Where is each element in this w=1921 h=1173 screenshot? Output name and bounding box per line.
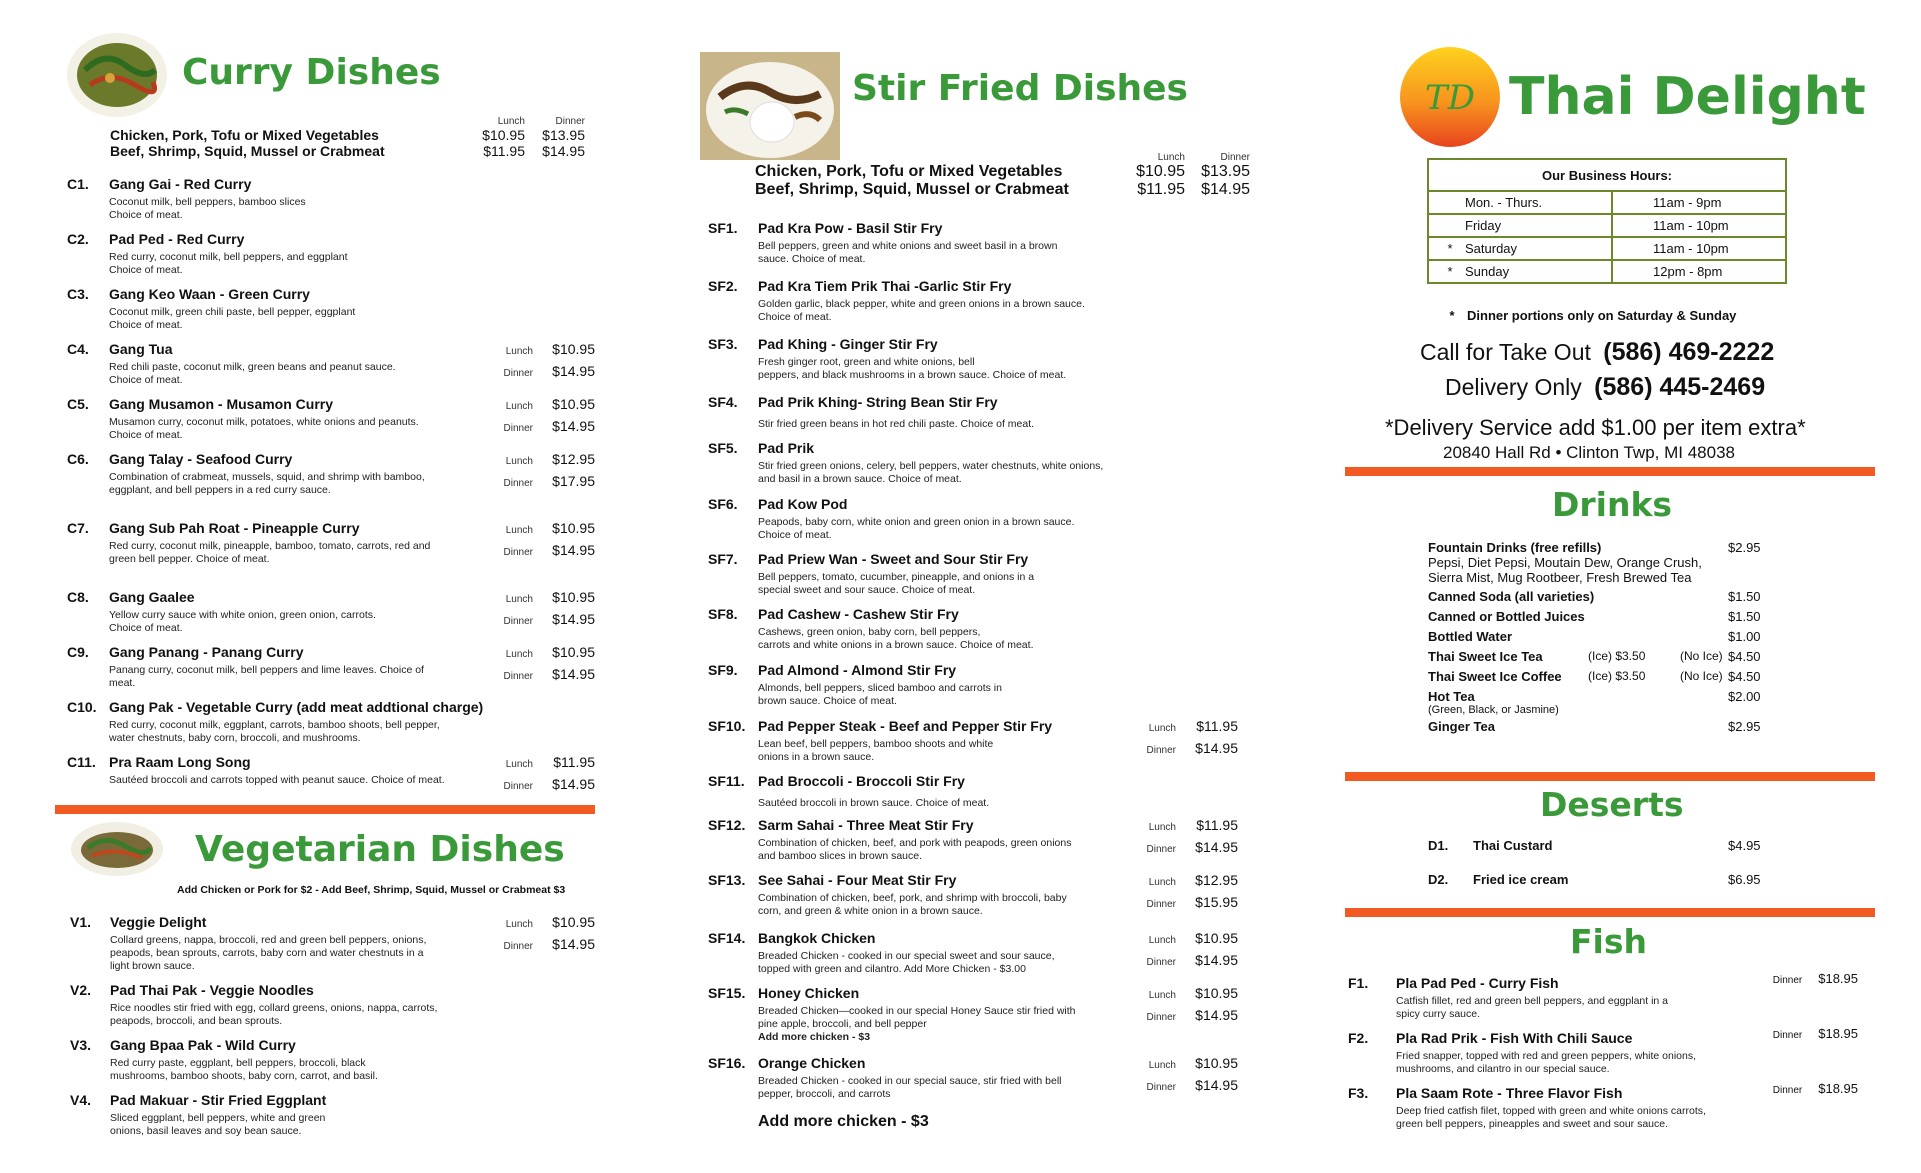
menu-item: SF5. Pad Prik Stir fried green onions, celery, bell peppers, water chestnuts, white onions, and basil in a brown sauce. Choice of meat. [708, 440, 1104, 485]
menu-item: C11. Pra Raam Long Song Sautéed broccoli and carrots topped with peanut sauce. Choice of meat. Lunch $11.95 Dinner $14.95 [67, 754, 595, 792]
logo-sun-icon [1395, 45, 1505, 149]
curry-header [65, 30, 441, 120]
curry-dish-photo [65, 30, 170, 120]
delivery-note: *Delivery Service add $1.00 per item extra* [1385, 415, 1806, 440]
takeout-phone[interactable]: (586) 469-2222 [1603, 338, 1775, 366]
takeout-line: Call for Take Out (586) 469-2222 [1420, 338, 1775, 366]
hours-time: 11am - 10pm [1612, 214, 1786, 237]
vegetarian-items [70, 914, 595, 1147]
divider-bar [1345, 908, 1875, 917]
menu-item: SF13. See Sahai - Four Meat Stir Fry Combination of chicken, beef, pork, and shrimp with broccoli, baby corn, and green & white onion in a brown sauce. Lunch $12.95 Dinner $15.95 [708, 872, 1238, 917]
stir-fry-dish-photo [700, 52, 840, 160]
drink-item: Canned Soda (all varieties) $1.50 [1428, 589, 1761, 604]
curry-price-table [110, 116, 585, 159]
menu-item: C6. Gang Talay - Seafood Curry Combination of crabmeat, mussels, squid, and shrimp with bamboo, eggplant, and bell peppers in a red curry sauce. Lunch $12.95 Dinner $17.95 [67, 451, 595, 496]
dinner-header: Dinner [555, 116, 585, 127]
menu-item: C8. Gang Gaalee Yellow curry sauce with white onion, green onion, carrots. Choice of meat. Lunch $10.95 Dinner $14.95 [67, 589, 595, 634]
menu-item: V1. Veggie Delight Collard greens, nappa, broccoli, red and green bell peppers, onions, peapods, bean sprouts, carrots, baby corn and water chestnuts in a light brown sauce. Lunch $10.95 Dinner $14.95 [70, 914, 595, 972]
hours-day: Friday [1428, 214, 1612, 237]
drink-item: Thai Sweet Ice Coffee (Ice) $3.50 (No Ice) $4.50 [1428, 669, 1761, 684]
vegetarian-section [55, 820, 595, 1147]
delivery-phone[interactable]: (586) 445-2469 [1594, 373, 1766, 401]
stir-price-table [755, 152, 1250, 199]
vegetarian-note: Add Chicken or Pork for $2 - Add Beef, Shrimp, Squid, Mussel or Crabmeat $3 [177, 884, 566, 896]
hours-day: Mon. - Thurs. [1428, 191, 1612, 214]
menu-item: C2. Pad Ped - Red Curry Red curry, coconut milk, bell peppers, and eggplant Choice of meat. [67, 231, 348, 276]
hours-day: * Saturday [1428, 237, 1612, 260]
menu-item: V4. Pad Makuar - Stir Fried Eggplant Sliced eggplant, bell peppers, white and green onions, basil leaves and soy bean sauce. [70, 1092, 327, 1137]
menu-item: F3. Pla Saam Rote - Three Flavor Fish Deep fried catfish filet, topped with green and white onions carrots, green bell peppers, pineapples and sweet and sour sauce. Dinner $18.95 [1348, 1081, 1858, 1130]
menu-item: C10. Gang Pak - Vegetable Curry (add meat addtional charge) Red curry, coconut milk, eggplant, carrots, bamboo shoots, bell pepper, water chestnuts, baby corn, broccoli, and mushrooms. [67, 699, 484, 744]
dinner-header: Dinner [1220, 152, 1250, 163]
drink-item: Thai Sweet Ice Tea (Ice) $3.50 (No Ice) $4.50 [1428, 649, 1761, 664]
hours-day: * Sunday [1428, 260, 1612, 283]
menu-item: SF10. Pad Pepper Steak - Beef and Pepper Stir Fry Lean beef, bell peppers, bamboo shoots and white onions in a brown sauce. Lunch $11.95 Dinner $14.95 [708, 718, 1238, 763]
menu-item: SF3. Pad Khing - Ginger Stir Fry Fresh ginger root, green and white onions, bell peppers, and black mushrooms in a brown sauce. Choice of meat. [708, 336, 1067, 381]
hours-title: Our Business Hours: [1428, 159, 1786, 191]
menu-item: C3. Gang Keo Waan - Green Curry Coconut milk, green chili paste, bell pepper, eggplant Choice of meat. [67, 286, 356, 331]
menu-item: C1. Gang Gai - Red Curry Coconut milk, bell peppers, bamboo slices Choice of meat. [67, 176, 306, 221]
stir-items [708, 220, 1248, 1131]
fish-list [1348, 971, 1858, 1140]
drinks-list [1428, 540, 1788, 734]
price-row: Beef, Shrimp, Squid, Mussel or Crabmeat $11.95 $14.95 [755, 181, 1250, 198]
menu-item: V2. Pad Thai Pak - Veggie Noodles Rice noodles stir fried with egg, collard greens, onions, nappa, carrots, peapods, broccoli, and bean sprouts. [70, 982, 438, 1027]
menu-item: SF9. Pad Almond - Almond Stir Fry Almonds, bell peppers, sliced bamboo and carrots in brown sauce. Choice of meat. [708, 662, 1002, 707]
menu-item: SF4. Pad Prik Khing- String Bean Stir Fry Stir fried green beans in hot red chili paste. Choice of meat. [708, 394, 1035, 430]
menu-item: SF7. Pad Priew Wan - Sweet and Sour Stir Fry Bell peppers, tomato, cucumber, pineapple, and onions in a special sweet and sour sauce. Choice of meat. [708, 551, 1035, 596]
vegetarian-header [70, 820, 595, 878]
curry-title: Curry Dishes [182, 51, 441, 93]
drink-item: Fountain Drinks (free refills) $2.95 Pepsi, Diet Pepsi, Moutain Dew, Orange Crush, Sierra Mist, Mug Rootbeer, Fresh Brewed Tea [1428, 540, 1761, 585]
menu-item: SF1. Pad Kra Pow - Basil Stir Fry Bell peppers, green and white onions and sweet basil in a brown sauce. Choice of meat. [708, 220, 1058, 265]
business-hours-table [1427, 158, 1787, 284]
vegetarian-title: Vegetarian Dishes [195, 828, 565, 870]
hours-time: 12pm - 8pm [1612, 260, 1786, 283]
menu-item: SF11. Pad Broccoli - Broccoli Stir Fry Sautéed broccoli in brown sauce. Choice of meat. [708, 773, 990, 809]
stir-title: Stir Fried Dishes [852, 67, 1188, 109]
desert-item: D1. Thai Custard $4.95 [1428, 838, 1761, 853]
delivery-line: Delivery Only (586) 445-2469 [1445, 373, 1766, 401]
drink-item: Bottled Water $1.00 [1428, 629, 1761, 644]
divider-bar [1345, 772, 1875, 781]
drink-item: Canned or Bottled Juices $1.50 [1428, 609, 1761, 624]
menu-item: SF6. Pad Kow Pod Peapods, baby corn, white onion and green onion in a brown sauce. Choice of meat. [708, 496, 1075, 541]
vegetarian-dish-photo [70, 820, 165, 878]
divider-bar [1345, 467, 1875, 476]
menu-item: C4. Gang Tua Red chili paste, coconut milk, green beans and peanut sauce. Choice of meat. Lunch $10.95 Dinner $14.95 [67, 341, 595, 386]
price-row: Chicken, Pork, Tofu or Mixed Vegetables $10.95 $13.95 [755, 163, 1250, 180]
menu-item: SF16. Orange Chicken Breaded Chicken - cooked in our special sauce, stir fried with bell pepper, broccoli, and carrots Lunch $10.95 Dinner $14.95 [708, 1055, 1238, 1100]
logo-initials: TD [1425, 78, 1475, 118]
brand-logo [1395, 45, 1866, 149]
hours-time: 11am - 9pm [1612, 191, 1786, 214]
price-row: Beef, Shrimp, Squid, Mussel or Crabmeat $11.95 $14.95 [110, 143, 585, 159]
divider-bar [55, 805, 595, 814]
stir-header [700, 52, 1188, 160]
menu-item: F1. Pla Pad Ped - Curry Fish Catfish fillet, red and green bell peppers, and eggplant in a spicy curry sauce. Dinner $18.95 [1348, 971, 1858, 1020]
drink-item: Hot Tea $2.00 (Green, Black, or Jasmine) [1428, 689, 1761, 716]
fish-title: Fish [1570, 922, 1647, 961]
menu-item: V3. Gang Bpaa Pak - Wild Curry Red curry paste, eggplant, bell peppers, broccoli, black mushrooms, bamboo shoots, baby corn, carrot, and basil. [70, 1037, 378, 1082]
add-chicken-note: Add more chicken - $3 [758, 1113, 929, 1130]
curry-items [67, 176, 595, 799]
lunch-header: Lunch [497, 116, 525, 127]
menu-item: C7. Gang Sub Pah Roat - Pineapple Curry Red curry, coconut milk, pineapple, bamboo, tomato, carrots, red and green bell pepper. Choice of meat. Lunch $10.95 Dinner $14.95 [67, 520, 595, 565]
menu-item: SF8. Pad Cashew - Cashew Stir Fry Cashews, green onion, baby corn, bell peppers, carrots and white onions in a brown sauce. Choice of meat. [708, 606, 1034, 651]
price-row: Chicken, Pork, Tofu or Mixed Vegetables $10.95 $13.95 [110, 127, 585, 143]
drinks-title: Drinks [1552, 485, 1673, 524]
hours-time: 11am - 10pm [1612, 237, 1786, 260]
menu-item: SF12. Sarm Sahai - Three Meat Stir Fry Combination of chicken, beef, and pork with peapods, green onions and bamboo slices in brown sauce. Lunch $11.95 Dinner $14.95 [708, 817, 1238, 862]
deserts-list [1428, 838, 1788, 887]
brand-name: Thai Delight [1509, 67, 1866, 127]
hours-note: * Dinner portions only on Saturday & Sunday [1449, 308, 1737, 323]
menu-item: F2. Pla Rad Prik - Fish With Chili Sauce Fried snapper, topped with red and green peppers, white onions, mushrooms, and cilantro in our special sauce. Dinner $18.95 [1348, 1026, 1858, 1075]
lunch-header: Lunch [1157, 152, 1185, 163]
menu-item: SF14. Bangkok Chicken Breaded Chicken - cooked in our special sweet and sour sauce, topped with green and cilantro. Add More Chicken - $3.00 Lunch $10.95 Dinner $14.95 [708, 930, 1238, 975]
menu-item: SF2. Pad Kra Tiem Prik Thai -Garlic Stir Fry Golden garlic, black pepper, white and green onions in a brown sauce. Choice of meat. [708, 278, 1085, 323]
deserts-title: Deserts [1540, 785, 1684, 824]
address: 20840 Hall Rd • Clinton Twp, MI 48038 [1443, 443, 1735, 462]
menu-item: C5. Gang Musamon - Musamon Curry Musamon curry, coconut milk, potatoes, white onions and peanuts. Choice of meat. Lunch $10.95 Dinner $14.95 [67, 396, 595, 441]
drink-item: Ginger Tea $2.95 [1428, 719, 1761, 734]
menu-item: C9. Gang Panang - Panang Curry Panang curry, coconut milk, bell peppers and lime leaves. Choice of meat. Lunch $10.95 Dinner $14.95 [67, 644, 595, 689]
desert-item: D2. Fried ice cream $6.95 [1428, 872, 1761, 887]
menu-item: SF15. Honey Chicken Breaded Chicken—cooked in our special Honey Sauce stir fried with pine apple, broccoli, and bell pepper Add more chicken - $3 Lunch $10.95 Dinner $14.95 [708, 985, 1238, 1043]
